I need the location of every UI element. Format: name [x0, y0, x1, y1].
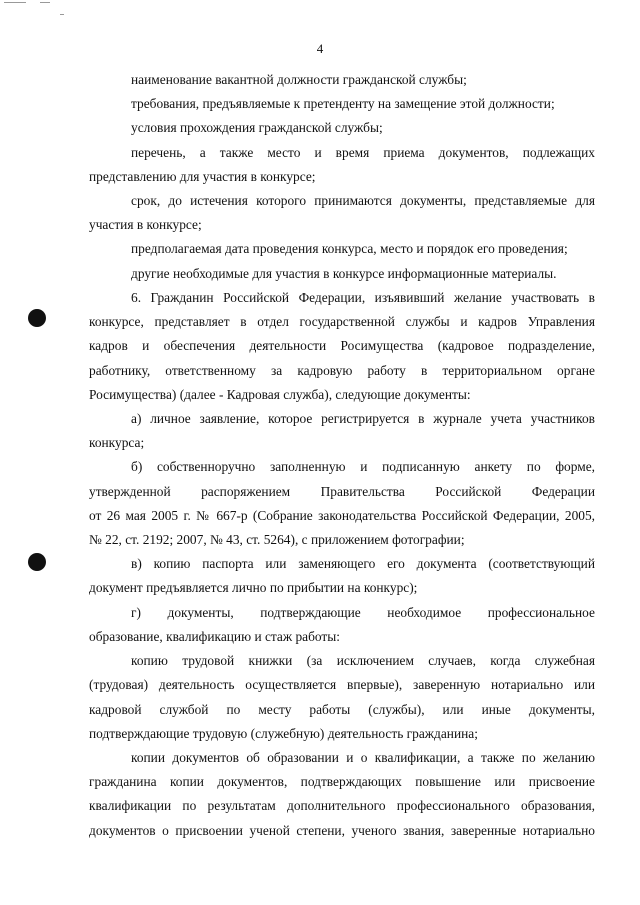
text-line: 6. Гражданин Российской Федерации, изъявивший желание участвовать в — [131, 290, 595, 305]
text-line: от 26 мая 2005 г. № 667-р (Собрание законодательства Российской Федерации, 2005, — [89, 508, 595, 523]
punch-hole-top — [28, 309, 46, 327]
text-line: документ предъявляется лично по прибытии на конкурс); — [89, 580, 418, 595]
text-line: квалификации по результатам дополнительного профессионального образования, — [89, 798, 595, 813]
text-line: копию трудовой книжки (за исключением случаев, когда служебная — [131, 653, 595, 668]
text-line: в) копию паспорта или заменяющего его документа (соответствующий — [131, 556, 595, 571]
punch-hole-bottom — [28, 553, 46, 571]
text-line: наименование вакантной должности гражданской службы; — [131, 72, 467, 87]
scan-speck — [4, 2, 26, 3]
scan-speck — [40, 2, 50, 3]
text-line: а) личное заявление, которое регистрируется в журнале учета участников — [131, 411, 595, 426]
scan-speck — [60, 14, 64, 15]
text-line: копии документов об образовании и о квалификации, а также по желанию — [131, 750, 595, 765]
text-line: кадровой службой по месту работы (службы), или иные документы, — [89, 702, 595, 717]
text-line: утвержденной распоряжением Правительства Российской Федерации — [89, 484, 595, 499]
text-line: работнику, ответственному за кадровую работу в территориальном органе — [89, 363, 595, 378]
text-line: условия прохождения гражданской службы; — [131, 120, 383, 135]
text-line: требования, предъявляемые к претенденту на замещение этой должности; — [131, 96, 555, 111]
text-line: конкурса; — [89, 435, 145, 450]
text-line: конкурсе, представляет в отдел государственной службы и кадров Управления — [89, 314, 595, 329]
text-line: другие необходимые для участия в конкурсе информационные материалы. — [131, 266, 557, 281]
text-line: предполагаемая дата проведения конкурса, место и порядок его проведения; — [131, 241, 568, 256]
text-line: кадров и обеспечения деятельности Росимущества (кадровое подразделение, — [89, 338, 595, 353]
page-number: 4 — [316, 41, 324, 56]
text-line: образование, квалификацию и стаж работы: — [89, 629, 341, 644]
text-line: документов о присвоении ученой степени, ученого звания, заверенные нотариально — [89, 823, 595, 838]
text-line: гражданина копии документов, подтверждающих повышение или присвоение — [89, 774, 595, 789]
text-line: представлению для участия в конкурсе; — [89, 169, 316, 184]
text-line: № 22, ст. 2192; 2007, № 43, ст. 5264), с приложением фотографии; — [89, 532, 465, 547]
text-line: подтверждающие трудовую (служебную) деятельность гражданина; — [89, 726, 478, 741]
text-line: Росимущества) (далее - Кадровая служба), следующие документы: — [89, 387, 471, 402]
text-line: г) документы, подтверждающие необходимое профессиональное — [131, 605, 595, 620]
text-line: перечень, а также место и время приема документов, подлежащих — [131, 145, 595, 160]
text-line: участия в конкурсе; — [89, 217, 202, 232]
text-line: срок, до истечения которого принимаются документы, представляемые для — [131, 193, 595, 208]
text-line: (трудовая) деятельность осуществляется впервые), заверенную нотариально или — [89, 677, 595, 692]
text-line: б) собственноручно заполненную и подписанную анкету по форме, — [131, 459, 595, 474]
